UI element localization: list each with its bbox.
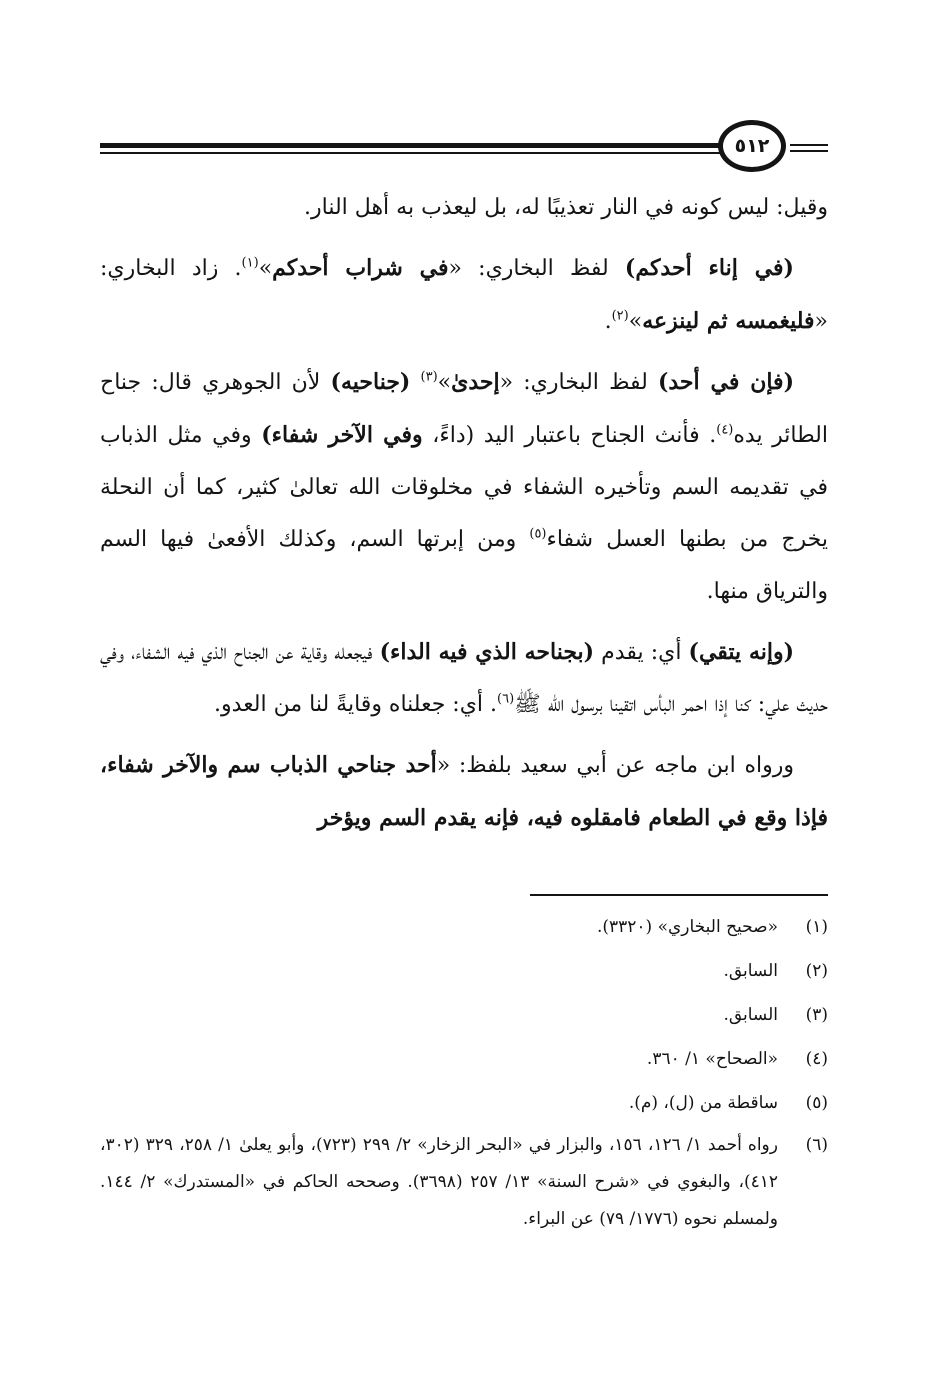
footnote-ref[interactable]: (٣) — [420, 369, 438, 385]
footnote-text: السابق. — [723, 961, 778, 981]
footnote — [100, 949, 828, 993]
footnote-ref[interactable]: (٤) — [716, 422, 734, 438]
text-segment: لفظ البخاري: « — [448, 256, 625, 281]
header-rule-thin — [100, 152, 720, 154]
footnote — [100, 993, 828, 1037]
bold-text: أحد جناحي الذباب سم والآخر شفاء، فإذا وقع في الطعام فامقلوه فيه، فإنه يقدم السم ويؤخر — [100, 752, 828, 831]
paragraph — [100, 356, 828, 618]
bold-text: (بجناحه الذي فيه الداء) — [379, 639, 595, 665]
footnote-number: (٢) — [805, 961, 828, 981]
footnote — [100, 905, 828, 949]
footnote-text: رواه أحمد ١/ ١٢٦، ١٥٦، والبزار في «البحر الزخار» ٢/ ٢٩٩ (٧٢٣)، وأبو يعلىٰ ١/ ٢٥٨، ٣٢٩ (٣٠٢، ٤١٢)، والبغوي في «شرح السنة» ١٣/ ٢٥٧ (٣٦٩٨). وصححه الحاكم في «المستدرك» ٢/ ١٤٤. ولمسلم نحوه (١٧٧٦/ ٧٩) عن البراء. — [100, 1135, 778, 1229]
bold-text: (جناحيه) — [330, 369, 411, 395]
header-rule-thick — [100, 143, 720, 148]
footnote-separator — [530, 894, 828, 896]
text-segment: وفي مثل الذباب في تقديمه السم وتأخيره الشفاء في مخلوقات الله تعالىٰ كثير، كما أن النحلة يخرج من بطنها العسل شفاء — [100, 423, 828, 552]
footnote — [100, 1081, 828, 1125]
text-segment: . — [604, 309, 612, 334]
paragraph — [100, 242, 828, 348]
footnote-text: ساقطة من (ل)، (م). — [628, 1093, 778, 1113]
text-segment: فيجعله وقاية عن الجناح الذي فيه الشفاء، وفي حديث علي: كنا إذا احمر البأس اتقينا برسول الله ﷺ — [100, 640, 828, 717]
header-rule-tail — [790, 144, 828, 146]
text-segment: ومن إبرتها السم، وكذلك الأفعىٰ فيها السم والترياق منها. — [100, 527, 828, 604]
text-segment — [410, 370, 420, 395]
footnote-number: (١) — [805, 917, 828, 937]
bold-text: إحدىٰ — [451, 369, 500, 395]
text-segment: ورواه ابن ماجه عن أبي سعيد بلفظ: « — [436, 753, 794, 778]
footnote-number: (٣) — [805, 1005, 828, 1025]
page-header — [100, 120, 828, 180]
bold-text: (في إناء أحدكم) — [624, 255, 794, 281]
text-segment: . أي: جعلناه وقايةً لنا من العدو. — [214, 692, 498, 717]
footnote — [100, 1037, 828, 1081]
text-segment: لأن الجوهري قال: جناح الطائر يده — [100, 370, 828, 448]
bold-text: في شراب أحدكم — [272, 255, 449, 281]
text-segment: . فأنث الجناح باعتبار اليد (داءً، — [422, 423, 717, 448]
footnote-text: «الصحاح» ١/ ٣٦٠. — [646, 1049, 778, 1069]
text-segment: » — [258, 256, 273, 281]
main-text — [100, 182, 828, 853]
footnote-ref[interactable]: (١) — [241, 255, 259, 271]
footnotes — [100, 905, 828, 1238]
text-segment: » — [437, 370, 452, 395]
footnote — [100, 1127, 828, 1238]
footnote-text: السابق. — [723, 1005, 778, 1025]
bold-text: (وإنه يتقي) — [688, 639, 795, 665]
text-segment: أي: يقدم — [594, 640, 689, 665]
footnote-text: «صحيح البخاري» (٣٣٢٠). — [596, 917, 778, 937]
paragraph — [100, 182, 828, 234]
footnote-number: (٦) — [805, 1135, 828, 1155]
text-segment: لفظ البخاري: « — [499, 370, 658, 395]
footnote-ref[interactable]: (٥) — [529, 526, 547, 542]
text-segment: . زاد البخاري: « — [100, 256, 828, 334]
page-number: ٥١٢ — [718, 120, 786, 172]
text-segment: وقيل: ليس كونه في النار تعذيبًا له، بل ليعذب به أهل النار. — [304, 195, 828, 220]
footnote-number: (٤) — [805, 1049, 828, 1069]
bold-text: وفي الآخر شفاء) — [261, 422, 423, 448]
bold-text: (فإن في أحد) — [657, 369, 794, 395]
footnote-number: (٥) — [805, 1093, 828, 1113]
footnote-ref[interactable]: (٢) — [611, 308, 629, 324]
text-segment: » — [628, 309, 643, 334]
header-rule-tail — [790, 150, 828, 152]
paragraph — [100, 626, 828, 731]
footnote-ref[interactable]: (٦) — [497, 691, 515, 707]
paragraph — [100, 739, 828, 845]
bold-text: فليغمسه ثم لينزعه — [642, 308, 815, 334]
